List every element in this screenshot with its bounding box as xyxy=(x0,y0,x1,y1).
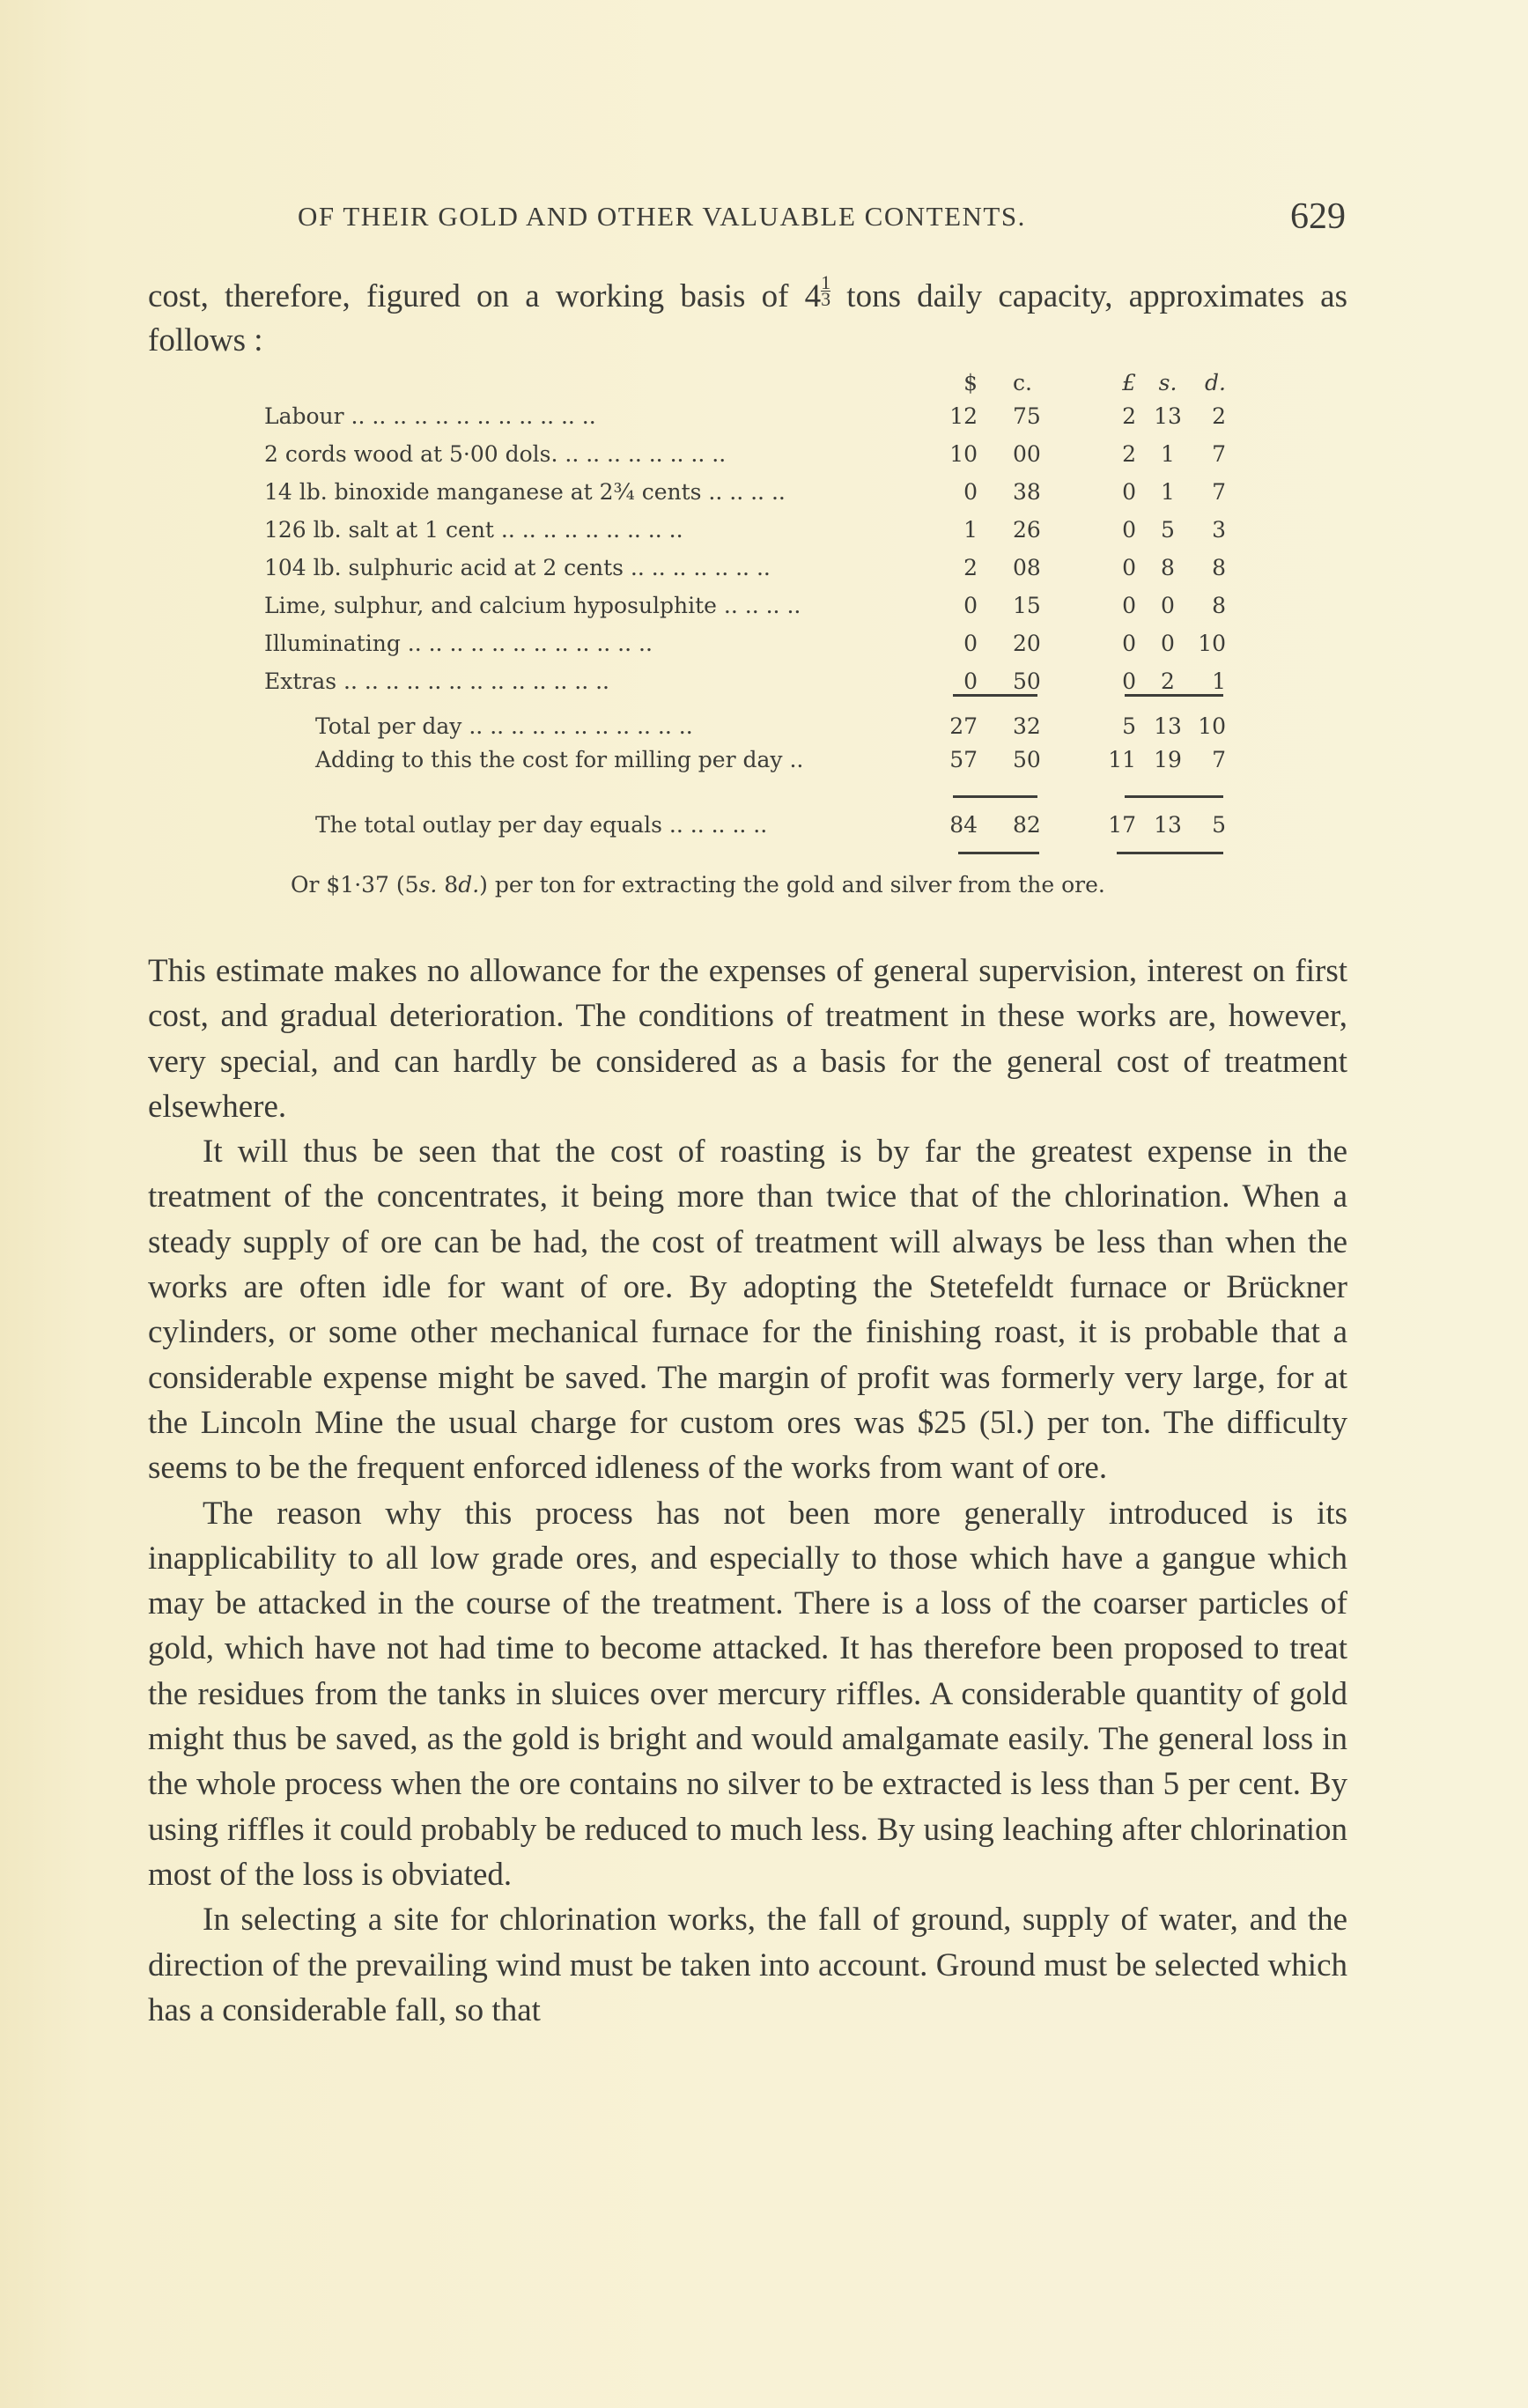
row-label: 126 lb. salt at 1 cent .. .. .. .. .. .. .. .. .. xyxy=(264,517,683,543)
row-dollars: 57 xyxy=(949,747,978,772)
paragraph: In selecting a site for chlorination works, the fall of ground, supply of water, and the direction of the prevailing wind must be taken into account. Ground must be selected which has a considerable fall, so that xyxy=(148,1902,1347,2028)
row-pounds: 11 xyxy=(1108,747,1136,772)
row-cents: 32 xyxy=(1013,713,1041,739)
row-cents: 08 xyxy=(1013,555,1041,580)
table-footnote: Or $1·37 (5s. 8d.) per ton for extracting the gold and silver from the ore. xyxy=(291,872,1105,897)
header-shillings: s. xyxy=(1158,370,1177,395)
row-label: 104 lb. sulphuric acid at 2 cents .. .. .. .. .. .. .. xyxy=(264,555,771,580)
row-dollars: 1 xyxy=(963,517,978,543)
row-pence: 7 xyxy=(1212,479,1226,505)
row-label: Lime, sulphur, and calcium hyposulphite .. .. .. .. xyxy=(264,593,801,618)
rule-sterling-underline xyxy=(1117,852,1223,854)
paragraph: This estimate makes no allowance for the expenses of general supervision, interest on first cost, and gradual deterioration. The conditions of treatment in these works are, however, very special, and can hardly be considered as a basis for the general cost of treatment elsewhere. xyxy=(148,953,1347,1125)
rule-dollars-total xyxy=(953,795,1037,798)
row-dollars: 0 xyxy=(963,479,978,505)
row-cents: 15 xyxy=(1013,593,1041,618)
row-pounds: 0 xyxy=(1122,631,1136,656)
table-row xyxy=(0,555,1528,590)
fraction-one-third: $\frac{1}{3}$ xyxy=(821,271,831,310)
row-label: Labour .. .. .. .. .. .. .. .. .. .. .. .. xyxy=(264,403,596,429)
row-shillings: 1 xyxy=(1161,479,1175,505)
header-dollars: $ xyxy=(963,370,978,395)
paragraph: It will thus be seen that the cost of roasting is by far the greatest expense in the treatment of the concentrates, it being more than twice that of the chlorination. When a steady supply of ore can be had, the cost of treatment will always be less than when the works are often idle for want of ore. By adopting the Stetefeldt furnace or Brückner cylinders, or some other mechanical furnace for the finishing roast, it is probable that a considerable expense might be saved. The margin of profit was formerly very large, for at the Lincoln Mine the usual charge for custom ores was $25 (5l.) per ton. The difficulty seems to be the frequent enforced idleness of the works from want of ore. xyxy=(148,1134,1347,1487)
table-row xyxy=(0,668,1528,704)
row-pence: 8 xyxy=(1212,555,1226,580)
row-cents: 26 xyxy=(1013,517,1041,543)
row-dollars: 84 xyxy=(949,812,978,838)
running-head xyxy=(298,196,1346,240)
table-row xyxy=(0,593,1528,628)
header-pence: d. xyxy=(1205,370,1226,395)
row-dollars: 12 xyxy=(949,403,978,429)
row-shillings: 5 xyxy=(1161,517,1175,543)
running-head-title: OF THEIR GOLD AND OTHER VALUABLE CONTENTS. xyxy=(298,201,1026,232)
body-text xyxy=(148,949,1347,2033)
row-shillings: 0 xyxy=(1161,631,1175,656)
row-pence: 10 xyxy=(1198,631,1226,656)
row-shillings: 13 xyxy=(1154,403,1182,429)
row-shillings: 1 xyxy=(1161,441,1175,467)
table-header-row xyxy=(0,370,1528,405)
intro-paragraph xyxy=(148,271,1347,363)
row-shillings: 13 xyxy=(1154,713,1182,739)
row-pounds: 0 xyxy=(1122,555,1136,580)
table-row-subtotal xyxy=(0,713,1528,749)
intro-text-before: cost, therefore, figured on a working basis of 4 xyxy=(148,278,822,314)
row-cents: 20 xyxy=(1013,631,1041,656)
row-dollars: 10 xyxy=(949,441,978,467)
row-label: Illuminating .. .. .. .. .. .. .. .. .. .. .. .. xyxy=(264,631,653,656)
row-pounds: 0 xyxy=(1122,593,1136,618)
row-cents: 00 xyxy=(1013,441,1041,467)
row-pence: 3 xyxy=(1212,517,1226,543)
row-label: Adding to this the cost for milling per day .. xyxy=(315,747,804,772)
paragraph: The reason why this process has not been more generally introduced is its inapplicability to all low grade ores, and especially to those which have a gangue which may be attacked in the course of the treatment. There is a loss of the coarser particles of gold, which have not had time to become attacked. It has therefore been proposed to treat the residues from the tanks in sluices over mercury riffles. A considerable quantity of gold might thus be saved, as the gold is bright and would amalgamate easily. The general loss in the whole process when the ore contains no silver to be extracted is less than 5 per cent. By using riffles it could probably be reduced to much less. By using leaching after chlorination most of the loss is obviated. xyxy=(148,1495,1347,1893)
rule-dollars-underline xyxy=(958,852,1039,854)
table-row xyxy=(0,517,1528,552)
row-label: 14 lb. binoxide manganese at 2¾ cents .. .. .. .. xyxy=(264,479,786,505)
row-cents: 82 xyxy=(1013,812,1041,838)
row-shillings: 8 xyxy=(1161,555,1175,580)
row-shillings: 0 xyxy=(1161,593,1175,618)
rule-sterling-total xyxy=(1125,795,1223,798)
row-label: Total per day .. .. .. .. .. .. .. .. .. .. .. xyxy=(315,713,693,739)
row-pounds: 0 xyxy=(1122,479,1136,505)
row-cents: 50 xyxy=(1013,668,1041,694)
table-row xyxy=(0,403,1528,439)
row-dollars: 27 xyxy=(949,713,978,739)
row-dollars: 0 xyxy=(963,631,978,656)
row-pounds: 2 xyxy=(1122,441,1136,467)
row-dollars: 0 xyxy=(963,593,978,618)
page-number: 629 xyxy=(1290,196,1346,237)
header-cents: c. xyxy=(1013,370,1032,395)
table-row-subtotal xyxy=(0,747,1528,782)
row-pounds: 2 xyxy=(1122,403,1136,429)
table-row xyxy=(0,631,1528,666)
row-pence: 2 xyxy=(1212,403,1226,429)
row-pence: 8 xyxy=(1212,593,1226,618)
row-pence: 5 xyxy=(1212,812,1226,838)
row-pence: 7 xyxy=(1212,441,1226,467)
row-pence: 7 xyxy=(1212,747,1226,772)
row-dollars: 2 xyxy=(963,555,978,580)
row-label: Extras .. .. .. .. .. .. .. .. .. .. .. .. .. xyxy=(264,668,610,694)
row-pence: 1 xyxy=(1212,668,1226,694)
row-shillings: 13 xyxy=(1154,812,1182,838)
row-cents: 38 xyxy=(1013,479,1041,505)
row-pounds: 5 xyxy=(1122,713,1136,739)
table-row xyxy=(0,479,1528,514)
table-row-grand-total xyxy=(0,812,1528,847)
row-cents: 50 xyxy=(1013,747,1041,772)
intro-text-after: tons daily capacity, approximates as follows : xyxy=(148,278,1347,358)
row-label: 2 cords wood at 5·00 dols. .. .. .. .. .. .. .. .. xyxy=(264,441,727,467)
row-shillings: 19 xyxy=(1154,747,1182,772)
row-cents: 75 xyxy=(1013,403,1041,429)
row-dollars: 0 xyxy=(963,668,978,694)
row-pounds: 0 xyxy=(1122,668,1136,694)
row-pounds: 0 xyxy=(1122,517,1136,543)
row-shillings: 2 xyxy=(1161,668,1175,694)
row-label: The total outlay per day equals .. .. .. .. .. xyxy=(315,812,768,838)
row-pounds: 17 xyxy=(1108,812,1136,838)
header-pounds: £ xyxy=(1122,370,1136,395)
rule-dollars-subtotal xyxy=(953,694,1037,697)
rule-sterling-subtotal xyxy=(1125,694,1223,697)
table-row xyxy=(0,441,1528,476)
row-pence: 10 xyxy=(1198,713,1226,739)
